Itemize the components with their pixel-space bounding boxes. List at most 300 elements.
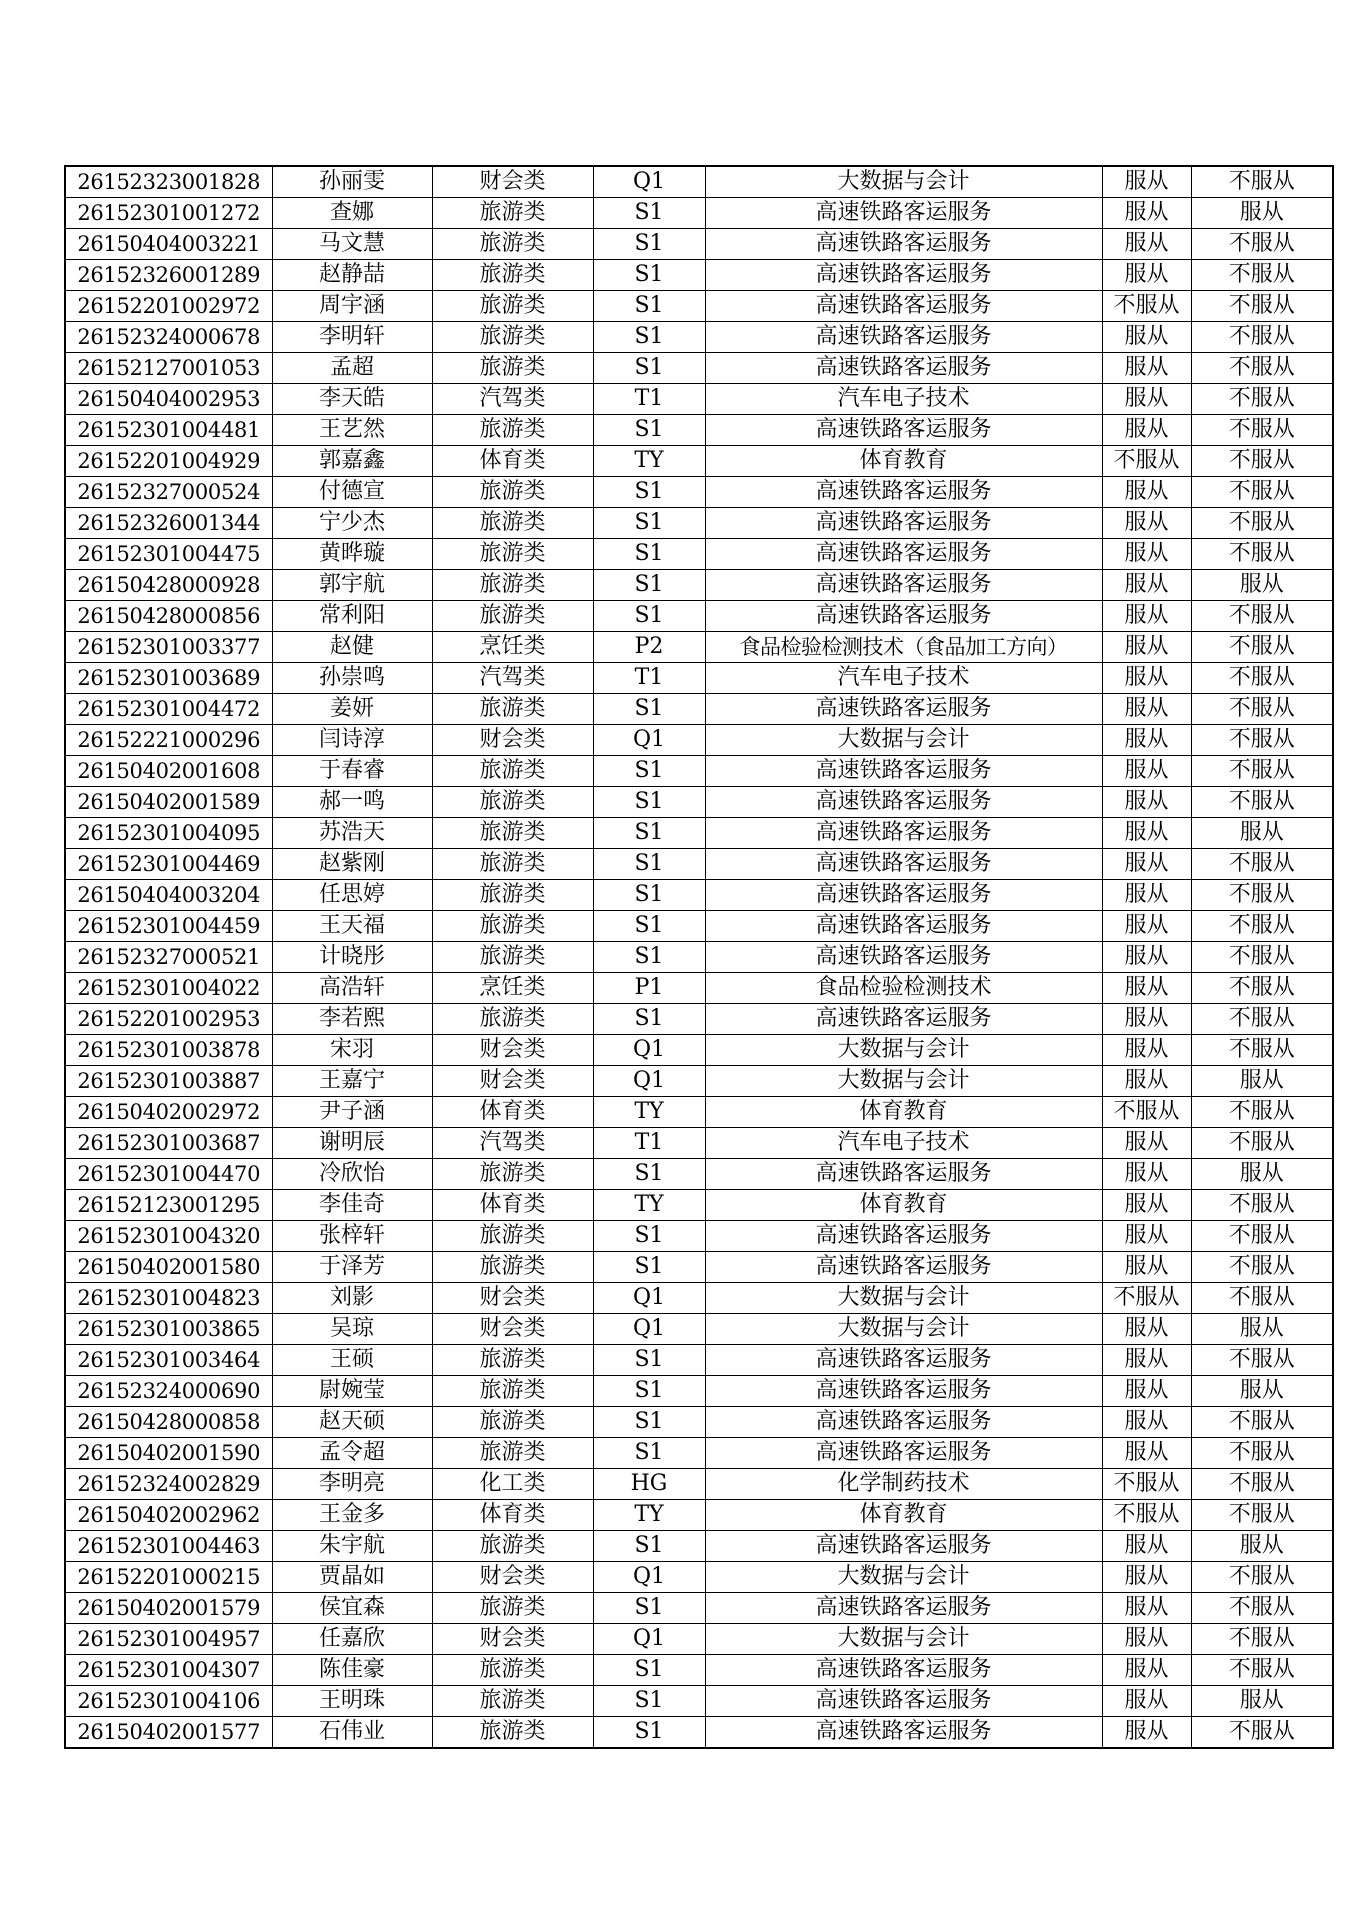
obey-adjust-cell: 服从 xyxy=(1102,1438,1191,1469)
category-cell: 汽驾类 xyxy=(432,663,593,694)
obey-adjust-cell: 服从 xyxy=(1102,1190,1191,1221)
exam-id-cell: 26150402002962 xyxy=(65,1500,272,1531)
major-cell: 高速铁路客运服务 xyxy=(705,508,1102,539)
exam-id-cell: 26152301004472 xyxy=(65,694,272,725)
major-cell: 高速铁路客运服务 xyxy=(705,353,1102,384)
obey-other-cell: 服从 xyxy=(1191,570,1333,601)
category-cell: 体育类 xyxy=(432,1097,593,1128)
exam-id-cell: 26152301004470 xyxy=(65,1159,272,1190)
obey-adjust-cell: 服从 xyxy=(1102,725,1191,756)
table-row xyxy=(65,818,1333,849)
major-cell: 高速铁路客运服务 xyxy=(705,570,1102,601)
obey-other-cell: 不服从 xyxy=(1191,663,1333,694)
category-cell: 旅游类 xyxy=(432,1438,593,1469)
obey-other-cell: 不服从 xyxy=(1191,601,1333,632)
major-cell: 汽车电子技术 xyxy=(705,384,1102,415)
major-cell: 高速铁路客运服务 xyxy=(705,260,1102,291)
exam-id-cell: 26152301001272 xyxy=(65,198,272,229)
obey-adjust-cell: 服从 xyxy=(1102,601,1191,632)
table-row xyxy=(65,1190,1333,1221)
exam-id-cell: 26150402002972 xyxy=(65,1097,272,1128)
category-cell: 旅游类 xyxy=(432,1252,593,1283)
table-row xyxy=(65,942,1333,973)
exam-id-cell: 26152301004475 xyxy=(65,539,272,570)
obey-other-cell: 不服从 xyxy=(1191,353,1333,384)
obey-adjust-cell: 服从 xyxy=(1102,849,1191,880)
name-cell: 王明珠 xyxy=(272,1686,432,1717)
obey-adjust-cell: 服从 xyxy=(1102,415,1191,446)
code-cell: S1 xyxy=(593,291,705,322)
category-cell: 财会类 xyxy=(432,1562,593,1593)
code-cell: Q1 xyxy=(593,725,705,756)
obey-other-cell: 不服从 xyxy=(1191,384,1333,415)
obey-adjust-cell: 不服从 xyxy=(1102,1283,1191,1314)
exam-id-cell: 26152301003687 xyxy=(65,1128,272,1159)
category-cell: 财会类 xyxy=(432,1283,593,1314)
category-cell: 旅游类 xyxy=(432,1345,593,1376)
name-cell: 张梓轩 xyxy=(272,1221,432,1252)
obey-other-cell: 不服从 xyxy=(1191,1004,1333,1035)
obey-adjust-cell: 服从 xyxy=(1102,198,1191,229)
code-cell: TY xyxy=(593,446,705,477)
obey-other-cell: 服从 xyxy=(1191,1159,1333,1190)
category-cell: 化工类 xyxy=(432,1469,593,1500)
obey-adjust-cell: 服从 xyxy=(1102,632,1191,663)
code-cell: T1 xyxy=(593,1128,705,1159)
obey-adjust-cell: 服从 xyxy=(1102,1655,1191,1686)
obey-adjust-cell: 服从 xyxy=(1102,1066,1191,1097)
obey-adjust-cell: 服从 xyxy=(1102,818,1191,849)
table-row xyxy=(65,880,1333,911)
exam-id-cell: 26152324000690 xyxy=(65,1376,272,1407)
exam-id-cell: 26152301004095 xyxy=(65,818,272,849)
major-cell: 高速铁路客运服务 xyxy=(705,1004,1102,1035)
obey-adjust-cell: 服从 xyxy=(1102,1004,1191,1035)
obey-adjust-cell: 不服从 xyxy=(1102,1469,1191,1500)
obey-other-cell: 不服从 xyxy=(1191,1624,1333,1655)
exam-id-cell: 26152301004459 xyxy=(65,911,272,942)
exam-id-cell: 26150404002953 xyxy=(65,384,272,415)
code-cell: S1 xyxy=(593,1593,705,1624)
name-cell: 姜妍 xyxy=(272,694,432,725)
exam-id-cell: 26152326001289 xyxy=(65,260,272,291)
obey-adjust-cell: 服从 xyxy=(1102,1159,1191,1190)
table-row xyxy=(65,1624,1333,1655)
exam-id-cell: 26150402001589 xyxy=(65,787,272,818)
name-cell: 于泽芳 xyxy=(272,1252,432,1283)
name-cell: 付德宣 xyxy=(272,477,432,508)
category-cell: 旅游类 xyxy=(432,353,593,384)
major-cell: 大数据与会计 xyxy=(705,1624,1102,1655)
obey-other-cell: 不服从 xyxy=(1191,260,1333,291)
obey-other-cell: 不服从 xyxy=(1191,1128,1333,1159)
obey-other-cell: 不服从 xyxy=(1191,973,1333,1004)
category-cell: 财会类 xyxy=(432,166,593,198)
obey-adjust-cell: 服从 xyxy=(1102,260,1191,291)
obey-adjust-cell: 不服从 xyxy=(1102,446,1191,477)
table-row xyxy=(65,353,1333,384)
name-cell: 高浩轩 xyxy=(272,973,432,1004)
major-cell: 大数据与会计 xyxy=(705,1314,1102,1345)
table-row xyxy=(65,632,1333,663)
table-row xyxy=(65,415,1333,446)
table-row xyxy=(65,973,1333,1004)
name-cell: 朱宇航 xyxy=(272,1531,432,1562)
category-cell: 旅游类 xyxy=(432,539,593,570)
code-cell: S1 xyxy=(593,911,705,942)
name-cell: 常利阳 xyxy=(272,601,432,632)
exam-id-cell: 26152201004929 xyxy=(65,446,272,477)
name-cell: 陈佳豪 xyxy=(272,1655,432,1686)
name-cell: 王艺然 xyxy=(272,415,432,446)
exam-id-cell: 26152301004022 xyxy=(65,973,272,1004)
table-row xyxy=(65,601,1333,632)
code-cell: S1 xyxy=(593,1438,705,1469)
category-cell: 旅游类 xyxy=(432,1159,593,1190)
obey-adjust-cell: 服从 xyxy=(1102,539,1191,570)
code-cell: Q1 xyxy=(593,1066,705,1097)
obey-other-cell: 不服从 xyxy=(1191,942,1333,973)
table-row xyxy=(65,1066,1333,1097)
name-cell: 郝一鸣 xyxy=(272,787,432,818)
major-cell: 高速铁路客运服务 xyxy=(705,1717,1102,1749)
obey-adjust-cell: 服从 xyxy=(1102,1345,1191,1376)
code-cell: Q1 xyxy=(593,1314,705,1345)
code-cell: S1 xyxy=(593,570,705,601)
exam-id-cell: 26152301003689 xyxy=(65,663,272,694)
table-row xyxy=(65,1438,1333,1469)
code-cell: S1 xyxy=(593,1407,705,1438)
category-cell: 旅游类 xyxy=(432,911,593,942)
category-cell: 旅游类 xyxy=(432,1593,593,1624)
code-cell: S1 xyxy=(593,787,705,818)
table-row xyxy=(65,756,1333,787)
major-cell: 大数据与会计 xyxy=(705,166,1102,198)
obey-adjust-cell: 服从 xyxy=(1102,1531,1191,1562)
table-row xyxy=(65,1252,1333,1283)
obey-adjust-cell: 服从 xyxy=(1102,353,1191,384)
exam-id-cell: 26152301004463 xyxy=(65,1531,272,1562)
exam-id-cell: 26152301003464 xyxy=(65,1345,272,1376)
major-cell: 食品检验检测技术 xyxy=(705,973,1102,1004)
table-row xyxy=(65,1469,1333,1500)
table-row xyxy=(65,384,1333,415)
category-cell: 旅游类 xyxy=(432,1221,593,1252)
table-row xyxy=(65,1004,1333,1035)
code-cell: TY xyxy=(593,1500,705,1531)
exam-id-cell: 26152301004320 xyxy=(65,1221,272,1252)
name-cell: 郭宇航 xyxy=(272,570,432,601)
name-cell: 尹子涵 xyxy=(272,1097,432,1128)
category-cell: 旅游类 xyxy=(432,880,593,911)
category-cell: 体育类 xyxy=(432,1190,593,1221)
name-cell: 赵静喆 xyxy=(272,260,432,291)
exam-id-cell: 26152323001828 xyxy=(65,166,272,198)
category-cell: 旅游类 xyxy=(432,415,593,446)
table-row xyxy=(65,1221,1333,1252)
exam-id-cell: 26150402001577 xyxy=(65,1717,272,1749)
major-cell: 大数据与会计 xyxy=(705,1066,1102,1097)
exam-id-cell: 26150402001608 xyxy=(65,756,272,787)
code-cell: S1 xyxy=(593,818,705,849)
name-cell: 赵健 xyxy=(272,632,432,663)
major-cell: 高速铁路客运服务 xyxy=(705,880,1102,911)
obey-other-cell: 服从 xyxy=(1191,1314,1333,1345)
code-cell: S1 xyxy=(593,229,705,260)
code-cell: HG xyxy=(593,1469,705,1500)
name-cell: 宋羽 xyxy=(272,1035,432,1066)
exam-id-cell: 26150428000928 xyxy=(65,570,272,601)
category-cell: 旅游类 xyxy=(432,756,593,787)
name-cell: 李明轩 xyxy=(272,322,432,353)
major-cell: 高速铁路客运服务 xyxy=(705,787,1102,818)
category-cell: 旅游类 xyxy=(432,1376,593,1407)
category-cell: 旅游类 xyxy=(432,508,593,539)
exam-id-cell: 26152324002829 xyxy=(65,1469,272,1500)
code-cell: S1 xyxy=(593,415,705,446)
major-cell: 高速铁路客运服务 xyxy=(705,1221,1102,1252)
obey-adjust-cell: 服从 xyxy=(1102,1035,1191,1066)
table-row xyxy=(65,1283,1333,1314)
obey-adjust-cell: 服从 xyxy=(1102,166,1191,198)
code-cell: S1 xyxy=(593,942,705,973)
code-cell: P2 xyxy=(593,632,705,663)
name-cell: 王嘉宁 xyxy=(272,1066,432,1097)
code-cell: S1 xyxy=(593,1345,705,1376)
name-cell: 冷欣怡 xyxy=(272,1159,432,1190)
code-cell: Q1 xyxy=(593,1562,705,1593)
exam-id-cell: 26152327000521 xyxy=(65,942,272,973)
obey-adjust-cell: 服从 xyxy=(1102,1314,1191,1345)
obey-adjust-cell: 服从 xyxy=(1102,973,1191,1004)
name-cell: 查娜 xyxy=(272,198,432,229)
code-cell: S1 xyxy=(593,1717,705,1749)
category-cell: 旅游类 xyxy=(432,1686,593,1717)
obey-other-cell: 服从 xyxy=(1191,1066,1333,1097)
obey-other-cell: 不服从 xyxy=(1191,291,1333,322)
obey-adjust-cell: 服从 xyxy=(1102,384,1191,415)
name-cell: 赵天硕 xyxy=(272,1407,432,1438)
code-cell: S1 xyxy=(593,1159,705,1190)
name-cell: 黄晔璇 xyxy=(272,539,432,570)
obey-adjust-cell: 服从 xyxy=(1102,1686,1191,1717)
exam-id-cell: 26152301003865 xyxy=(65,1314,272,1345)
table-row xyxy=(65,1593,1333,1624)
category-cell: 旅游类 xyxy=(432,1531,593,1562)
obey-other-cell: 不服从 xyxy=(1191,1345,1333,1376)
category-cell: 旅游类 xyxy=(432,787,593,818)
obey-adjust-cell: 服从 xyxy=(1102,1128,1191,1159)
code-cell: Q1 xyxy=(593,166,705,198)
name-cell: 王金多 xyxy=(272,1500,432,1531)
major-cell: 高速铁路客运服务 xyxy=(705,229,1102,260)
code-cell: S1 xyxy=(593,1221,705,1252)
obey-adjust-cell: 不服从 xyxy=(1102,1500,1191,1531)
code-cell: S1 xyxy=(593,1252,705,1283)
major-cell: 高速铁路客运服务 xyxy=(705,1655,1102,1686)
name-cell: 任思婷 xyxy=(272,880,432,911)
obey-other-cell: 不服从 xyxy=(1191,1283,1333,1314)
obey-other-cell: 不服从 xyxy=(1191,166,1333,198)
obey-other-cell: 服从 xyxy=(1191,198,1333,229)
exam-id-cell: 26152201002972 xyxy=(65,291,272,322)
exam-id-cell: 26150428000858 xyxy=(65,1407,272,1438)
name-cell: 王硕 xyxy=(272,1345,432,1376)
name-cell: 李若熙 xyxy=(272,1004,432,1035)
obey-other-cell: 不服从 xyxy=(1191,1655,1333,1686)
name-cell: 尉婉莹 xyxy=(272,1376,432,1407)
name-cell: 孟超 xyxy=(272,353,432,384)
table-row xyxy=(65,911,1333,942)
table-row xyxy=(65,508,1333,539)
category-cell: 财会类 xyxy=(432,1624,593,1655)
code-cell: S1 xyxy=(593,601,705,632)
table-row xyxy=(65,260,1333,291)
code-cell: T1 xyxy=(593,663,705,694)
major-cell: 大数据与会计 xyxy=(705,1562,1102,1593)
category-cell: 体育类 xyxy=(432,1500,593,1531)
code-cell: S1 xyxy=(593,1531,705,1562)
name-cell: 马文慧 xyxy=(272,229,432,260)
exam-id-cell: 26152324000678 xyxy=(65,322,272,353)
exam-id-cell: 26152201002953 xyxy=(65,1004,272,1035)
code-cell: S1 xyxy=(593,539,705,570)
exam-id-cell: 26152301004957 xyxy=(65,1624,272,1655)
category-cell: 财会类 xyxy=(432,1035,593,1066)
code-cell: S1 xyxy=(593,1686,705,1717)
category-cell: 旅游类 xyxy=(432,322,593,353)
table-row xyxy=(65,1314,1333,1345)
obey-adjust-cell: 服从 xyxy=(1102,1252,1191,1283)
code-cell: P1 xyxy=(593,973,705,1004)
exam-id-cell: 26152221000296 xyxy=(65,725,272,756)
name-cell: 王天福 xyxy=(272,911,432,942)
major-cell: 食品检验检测技术（食品加工方向） xyxy=(705,632,1102,663)
major-cell: 大数据与会计 xyxy=(705,1283,1102,1314)
major-cell: 高速铁路客运服务 xyxy=(705,601,1102,632)
category-cell: 汽驾类 xyxy=(432,384,593,415)
table-row xyxy=(65,539,1333,570)
obey-adjust-cell: 服从 xyxy=(1102,1717,1191,1749)
category-cell: 汽驾类 xyxy=(432,1128,593,1159)
name-cell: 闫诗淳 xyxy=(272,725,432,756)
table-row xyxy=(65,787,1333,818)
obey-other-cell: 不服从 xyxy=(1191,477,1333,508)
obey-other-cell: 不服从 xyxy=(1191,911,1333,942)
exam-id-cell: 26152301004106 xyxy=(65,1686,272,1717)
major-cell: 高速铁路客运服务 xyxy=(705,1438,1102,1469)
code-cell: S1 xyxy=(593,508,705,539)
category-cell: 旅游类 xyxy=(432,570,593,601)
obey-other-cell: 不服从 xyxy=(1191,1593,1333,1624)
major-cell: 高速铁路客运服务 xyxy=(705,694,1102,725)
code-cell: S1 xyxy=(593,1376,705,1407)
obey-other-cell: 不服从 xyxy=(1191,1221,1333,1252)
category-cell: 烹饪类 xyxy=(432,973,593,1004)
obey-other-cell: 不服从 xyxy=(1191,229,1333,260)
table-row xyxy=(65,1562,1333,1593)
major-cell: 高速铁路客运服务 xyxy=(705,1376,1102,1407)
obey-adjust-cell: 服从 xyxy=(1102,1624,1191,1655)
name-cell: 李佳奇 xyxy=(272,1190,432,1221)
table-row xyxy=(65,291,1333,322)
major-cell: 高速铁路客运服务 xyxy=(705,415,1102,446)
table-row xyxy=(65,1686,1333,1717)
table-row xyxy=(65,1159,1333,1190)
exam-id-cell: 26150428000856 xyxy=(65,601,272,632)
name-cell: 刘影 xyxy=(272,1283,432,1314)
exam-id-cell: 26152327000524 xyxy=(65,477,272,508)
category-cell: 旅游类 xyxy=(432,849,593,880)
obey-other-cell: 不服从 xyxy=(1191,539,1333,570)
code-cell: TY xyxy=(593,1190,705,1221)
obey-other-cell: 不服从 xyxy=(1191,508,1333,539)
obey-other-cell: 服从 xyxy=(1191,818,1333,849)
name-cell: 吴琼 xyxy=(272,1314,432,1345)
code-cell: S1 xyxy=(593,880,705,911)
major-cell: 高速铁路客运服务 xyxy=(705,1531,1102,1562)
obey-adjust-cell: 服从 xyxy=(1102,1407,1191,1438)
major-cell: 高速铁路客运服务 xyxy=(705,477,1102,508)
major-cell: 化学制药技术 xyxy=(705,1469,1102,1500)
obey-other-cell: 不服从 xyxy=(1191,1469,1333,1500)
obey-other-cell: 不服从 xyxy=(1191,1407,1333,1438)
code-cell: S1 xyxy=(593,1004,705,1035)
obey-adjust-cell: 服从 xyxy=(1102,1376,1191,1407)
name-cell: 贾晶如 xyxy=(272,1562,432,1593)
major-cell: 高速铁路客运服务 xyxy=(705,942,1102,973)
major-cell: 汽车电子技术 xyxy=(705,663,1102,694)
exam-id-cell: 26150404003221 xyxy=(65,229,272,260)
category-cell: 旅游类 xyxy=(432,942,593,973)
major-cell: 高速铁路客运服务 xyxy=(705,322,1102,353)
obey-adjust-cell: 服从 xyxy=(1102,1562,1191,1593)
table-row xyxy=(65,1717,1333,1749)
obey-other-cell: 不服从 xyxy=(1191,725,1333,756)
obey-other-cell: 不服从 xyxy=(1191,880,1333,911)
code-cell: T1 xyxy=(593,384,705,415)
category-cell: 旅游类 xyxy=(432,694,593,725)
table-row xyxy=(65,1128,1333,1159)
code-cell: Q1 xyxy=(593,1283,705,1314)
obey-adjust-cell: 服从 xyxy=(1102,694,1191,725)
table-row xyxy=(65,1531,1333,1562)
code-cell: Q1 xyxy=(593,1035,705,1066)
obey-other-cell: 不服从 xyxy=(1191,849,1333,880)
code-cell: S1 xyxy=(593,1655,705,1686)
category-cell: 体育类 xyxy=(432,446,593,477)
major-cell: 汽车电子技术 xyxy=(705,1128,1102,1159)
obey-adjust-cell: 服从 xyxy=(1102,1593,1191,1624)
major-cell: 高速铁路客运服务 xyxy=(705,1252,1102,1283)
name-cell: 侯宜森 xyxy=(272,1593,432,1624)
obey-other-cell: 不服从 xyxy=(1191,1252,1333,1283)
obey-other-cell: 不服从 xyxy=(1191,415,1333,446)
major-cell: 高速铁路客运服务 xyxy=(705,1345,1102,1376)
obey-adjust-cell: 服从 xyxy=(1102,756,1191,787)
code-cell: S1 xyxy=(593,694,705,725)
code-cell: TY xyxy=(593,1097,705,1128)
code-cell: S1 xyxy=(593,322,705,353)
exam-id-cell: 26152301004823 xyxy=(65,1283,272,1314)
exam-id-cell: 26152201000215 xyxy=(65,1562,272,1593)
code-cell: S1 xyxy=(593,353,705,384)
major-cell: 高速铁路客运服务 xyxy=(705,911,1102,942)
student-table xyxy=(64,165,1334,1749)
exam-id-cell: 26152123001295 xyxy=(65,1190,272,1221)
code-cell: S1 xyxy=(593,477,705,508)
name-cell: 赵紫刚 xyxy=(272,849,432,880)
